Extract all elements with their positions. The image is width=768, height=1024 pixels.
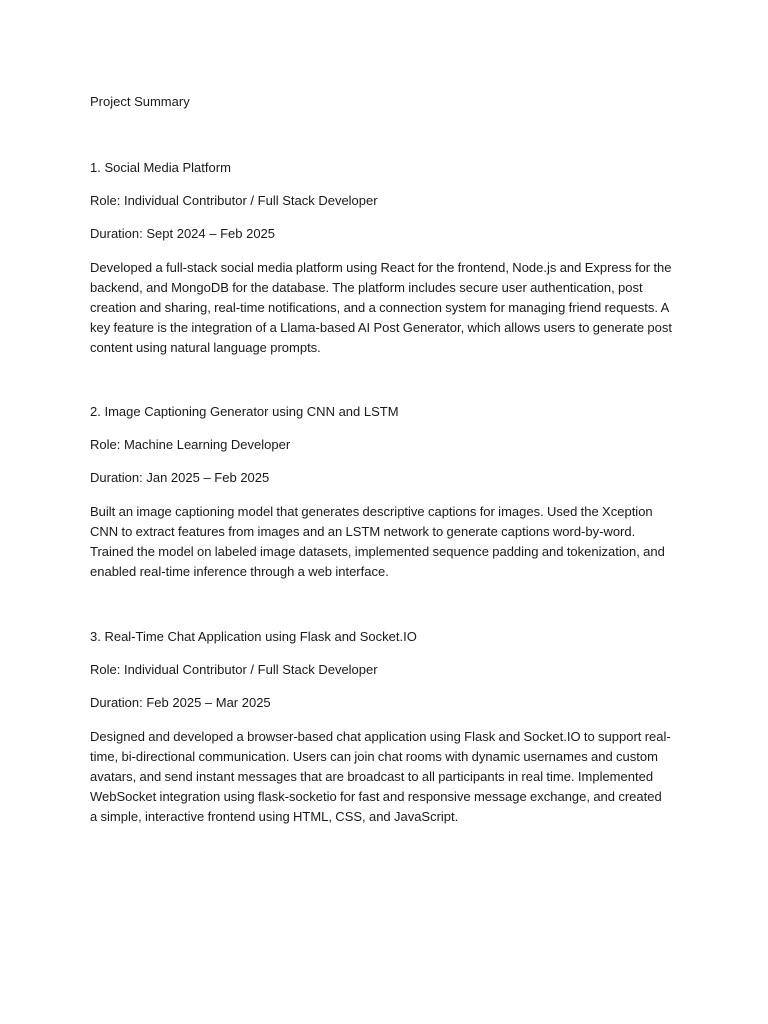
project-description: Built an image captioning model that generates descriptive captions for images. Used the Xception CNN to extract features from images and an LSTM network to generate captions word-by-word. Trained the model on labeled image datasets, implemented sequence padding and tokenization, and enabled real-time inference through a web interface. (90, 504, 665, 579)
project-duration: Duration: Sept 2024 – Feb 2025 (90, 226, 276, 241)
project-heading: 3. Real-Time Chat Application using Flask and Socket.IO (90, 629, 417, 644)
project-role: Role: Individual Contributor / Full Stack Developer (90, 193, 378, 208)
project-section-image-captioning (90, 403, 680, 582)
project-section-social-media (90, 159, 680, 358)
project-duration: Duration: Jan 2025 – Feb 2025 (90, 470, 270, 485)
project-description: Developed a full-stack social media platform using React for the frontend, Node.js and Express for the backend, and MongoDB for the database. The platform includes secure user authentication, post creation and sharing, real-time notifications, and a connection system for managing friend requests. A key feature is the integration of a Llama-based AI Post Generator, which allows users to generate post content using natural language prompts. (90, 260, 672, 355)
project-duration: Duration: Feb 2025 – Mar 2025 (90, 695, 271, 710)
project-heading: 2. Image Captioning Generator using CNN and LSTM (90, 404, 399, 419)
project-section-chat-application (90, 628, 680, 827)
document-title: Project Summary (90, 94, 190, 109)
project-description: Designed and developed a browser-based chat application using Flask and Socket.IO to support real-time, bi-directional communication. Users can join chat rooms with dynamic usernames and custom avatars, and send instant messages that are broadcast to all participants in real time. Implemented WebSocket integration using flask-socketio for fast and responsive message exchange, and created a simple, interactive frontend using HTML, CSS, and JavaScript. (90, 729, 671, 824)
project-role: Role: Individual Contributor / Full Stack Developer (90, 662, 378, 677)
project-heading: 1. Social Media Platform (90, 160, 231, 175)
project-role: Role: Machine Learning Developer (90, 437, 291, 452)
